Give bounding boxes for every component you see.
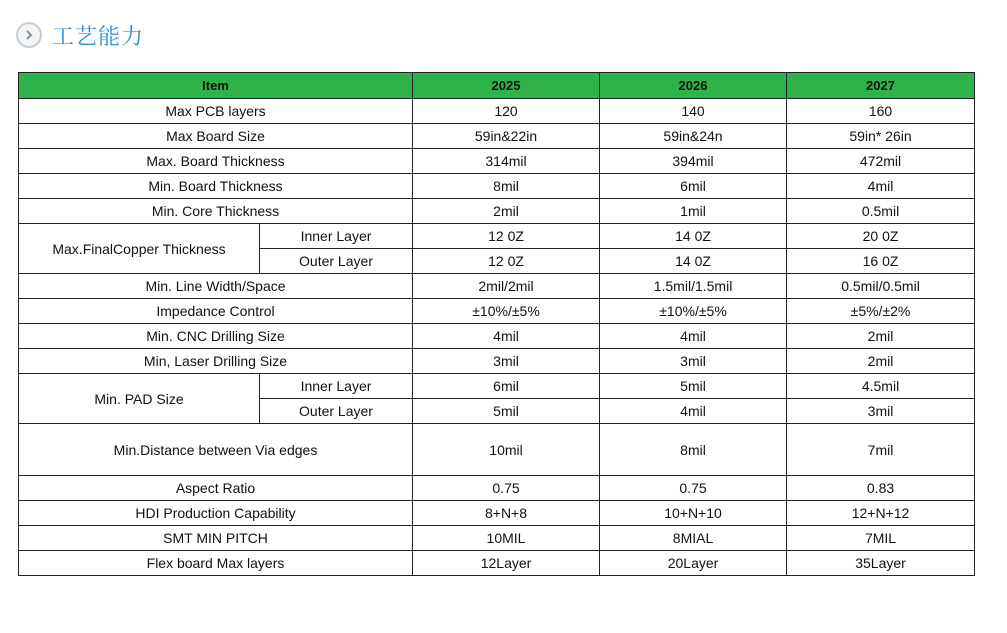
- row-label: Max PCB layers: [19, 99, 413, 124]
- page-title: 工艺能力: [52, 23, 145, 49]
- row-label: HDI Production Capability: [19, 501, 413, 526]
- value-cell: 59in&24n: [600, 124, 787, 149]
- row-label: Min.Distance between Via edges: [19, 424, 413, 476]
- value-cell: 1.5mil/1.5mil: [600, 274, 787, 299]
- row-sub-label: Inner Layer: [260, 374, 413, 399]
- value-cell: 12 0Z: [413, 224, 600, 249]
- value-cell: 3mil: [413, 349, 600, 374]
- row-sub-label: Inner Layer: [260, 224, 413, 249]
- value-cell: 7MIL: [787, 526, 975, 551]
- table-row: [19, 349, 975, 374]
- row-sub-label: Outer Layer: [260, 399, 413, 424]
- row-group-label: Max.FinalCopper Thickness: [19, 224, 260, 274]
- value-cell: 6mil: [600, 174, 787, 199]
- value-cell: 4mil: [600, 399, 787, 424]
- value-cell: 160: [787, 99, 975, 124]
- value-cell: 20 0Z: [787, 224, 975, 249]
- value-cell: 0.5mil/0.5mil: [787, 274, 975, 299]
- value-cell: 4.5mil: [787, 374, 975, 399]
- table-row: [19, 324, 975, 349]
- value-cell: 4mil: [413, 324, 600, 349]
- table-row: [19, 501, 975, 526]
- header-year: 2026: [600, 73, 787, 99]
- header-item: Item: [19, 73, 413, 99]
- table-row: [19, 174, 975, 199]
- value-cell: 2mil: [413, 199, 600, 224]
- row-label: Max Board Size: [19, 124, 413, 149]
- row-label: Aspect Ratio: [19, 476, 413, 501]
- row-label: Min. Line Width/Space: [19, 274, 413, 299]
- row-label: Min. Board Thickness: [19, 174, 413, 199]
- row-sub-label: Outer Layer: [260, 249, 413, 274]
- table-row: [19, 551, 975, 576]
- value-cell: 0.5mil: [787, 199, 975, 224]
- table-row: [19, 149, 975, 174]
- value-cell: 394mil: [600, 149, 787, 174]
- table-row: [19, 199, 975, 224]
- row-label: Min. Core Thickness: [19, 199, 413, 224]
- value-cell: 59in* 26in: [787, 124, 975, 149]
- value-cell: 8mil: [600, 424, 787, 476]
- row-label: Impedance Control: [19, 299, 413, 324]
- value-cell: 472mil: [787, 149, 975, 174]
- value-cell: 7mil: [787, 424, 975, 476]
- value-cell: 8+N+8: [413, 501, 600, 526]
- value-cell: 8mil: [413, 174, 600, 199]
- value-cell: 0.75: [600, 476, 787, 501]
- value-cell: 12+N+12: [787, 501, 975, 526]
- table-row: [19, 99, 975, 124]
- row-label: SMT MIN PITCH: [19, 526, 413, 551]
- value-cell: 120: [413, 99, 600, 124]
- value-cell: 140: [600, 99, 787, 124]
- value-cell: 3mil: [600, 349, 787, 374]
- value-cell: 10MIL: [413, 526, 600, 551]
- table-row: [19, 424, 975, 476]
- table-header-row: [19, 73, 975, 99]
- chevron-right-circle-icon: [16, 22, 42, 48]
- table-row: [19, 526, 975, 551]
- table-row: [19, 124, 975, 149]
- value-cell: 8MIAL: [600, 526, 787, 551]
- value-cell: 0.83: [787, 476, 975, 501]
- header-year: 2025: [413, 73, 600, 99]
- capability-table: [18, 72, 975, 576]
- value-cell: 20Layer: [600, 551, 787, 576]
- value-cell: 1mil: [600, 199, 787, 224]
- value-cell: 4mil: [600, 324, 787, 349]
- value-cell: ±10%/±5%: [600, 299, 787, 324]
- value-cell: 35Layer: [787, 551, 975, 576]
- value-cell: 2mil: [787, 349, 975, 374]
- value-cell: 3mil: [787, 399, 975, 424]
- value-cell: 5mil: [413, 399, 600, 424]
- value-cell: 10mil: [413, 424, 600, 476]
- value-cell: 4mil: [787, 174, 975, 199]
- table-row: [19, 299, 975, 324]
- table-row: [19, 224, 975, 249]
- value-cell: 6mil: [413, 374, 600, 399]
- section-header: [16, 18, 144, 52]
- value-cell: 2mil: [787, 324, 975, 349]
- value-cell: 0.75: [413, 476, 600, 501]
- row-label: Flex board Max layers: [19, 551, 413, 576]
- row-label: Max. Board Thickness: [19, 149, 413, 174]
- value-cell: ±10%/±5%: [413, 299, 600, 324]
- value-cell: 12Layer: [413, 551, 600, 576]
- table-row: [19, 476, 975, 501]
- value-cell: 314mil: [413, 149, 600, 174]
- value-cell: 14 0Z: [600, 249, 787, 274]
- table-row: [19, 274, 975, 299]
- value-cell: 59in&22in: [413, 124, 600, 149]
- value-cell: 2mil/2mil: [413, 274, 600, 299]
- row-label: Min. CNC Drilling Size: [19, 324, 413, 349]
- value-cell: 16 0Z: [787, 249, 975, 274]
- value-cell: 5mil: [600, 374, 787, 399]
- value-cell: 14 0Z: [600, 224, 787, 249]
- value-cell: 10+N+10: [600, 501, 787, 526]
- row-group-label: Min. PAD Size: [19, 374, 260, 424]
- table-row: [19, 374, 975, 399]
- value-cell: 12 0Z: [413, 249, 600, 274]
- header-year: 2027: [787, 73, 975, 99]
- table-body: [19, 99, 975, 576]
- row-label: Min, Laser Drilling Size: [19, 349, 413, 374]
- value-cell: ±5%/±2%: [787, 299, 975, 324]
